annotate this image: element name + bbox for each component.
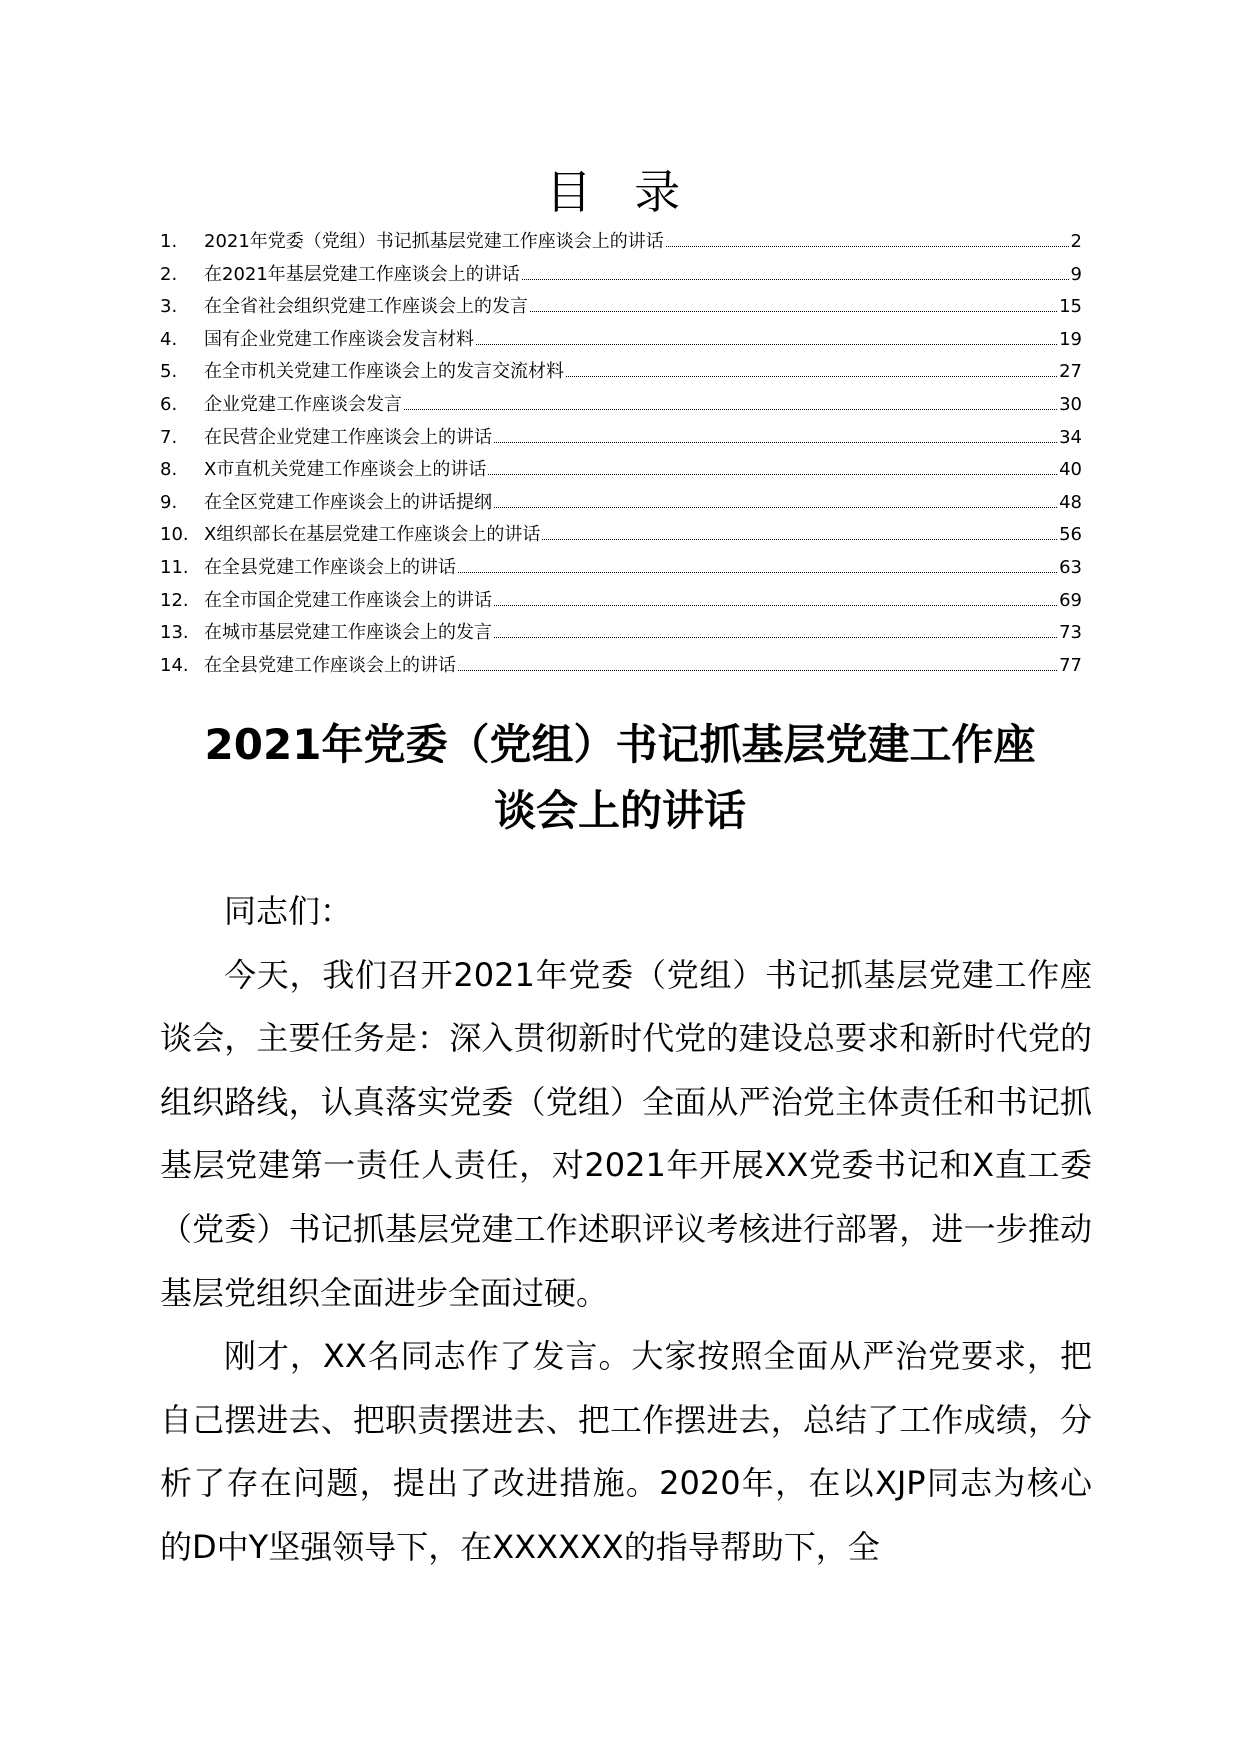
toc-item[interactable]: [160, 552, 1082, 585]
toc-item-title: X组织部长在基层党建工作座谈会上的讲话: [204, 524, 541, 546]
toc-list: [160, 226, 1082, 682]
toc-leader-dots: [522, 279, 1069, 280]
toc-item-page: 27: [1059, 361, 1082, 383]
toc-item-number: 11.: [160, 556, 189, 578]
toc-item-title: 在全市国企党建工作座谈会上的讲话: [204, 589, 492, 611]
toc-item-number: 3.: [160, 296, 178, 318]
toc-item-page: 56: [1059, 524, 1082, 546]
toc-item-page: 2: [1070, 231, 1082, 252]
toc-leader-dots: [458, 572, 1057, 573]
toc-item[interactable]: [160, 617, 1082, 650]
toc-item[interactable]: [160, 356, 1082, 389]
body-paragraph: 刚才，XX名同志作了发言。大家按照全面从严治党要求，把自己摆进去、把职责摆进去、把工作摆进去，总结了工作成绩，分析了存在问题，提出了改进措施。2020年，在以XJP同志为核心的D中Y坚强领导下，在XXXXXX的指导帮助下，全: [160, 1337, 1092, 1566]
toc-item-page: 9: [1070, 263, 1082, 285]
toc-item-title: 在全市机关党建工作座谈会上的发言交流材料: [204, 361, 564, 383]
toc-item[interactable]: [160, 487, 1082, 520]
toc-item-page: 77: [1059, 654, 1082, 676]
toc-item-number: 5.: [160, 361, 178, 383]
toc-item-page: 15: [1059, 296, 1082, 318]
toc-item-number: 6.: [160, 393, 178, 415]
toc-item-page: 73: [1059, 622, 1082, 644]
article-body: [160, 880, 1092, 1580]
toc-item-number: 13.: [160, 622, 189, 644]
toc-item[interactable]: [160, 291, 1082, 324]
toc-item-title: 在全县党建工作座谈会上的讲话: [204, 556, 456, 578]
toc-item-title: 企业党建工作座谈会发言: [204, 393, 402, 415]
toc-item-title: 2021年党委（党组）书记抓基层党建工作座谈会上的讲话: [204, 231, 664, 252]
toc-item[interactable]: [160, 519, 1082, 552]
toc-item-page: 69: [1059, 589, 1082, 611]
toc-item[interactable]: [160, 422, 1082, 455]
toc-item[interactable]: [160, 324, 1082, 357]
toc-item-number: 8.: [160, 459, 178, 481]
article-title-line: 谈会上的讲话: [493, 786, 746, 835]
toc-item[interactable]: [160, 389, 1082, 422]
toc-leader-dots: [476, 344, 1057, 345]
toc-item-page: 48: [1059, 491, 1082, 513]
toc-item-number: 9.: [160, 491, 178, 513]
toc-leader-dots: [494, 637, 1057, 638]
toc-item-page: 30: [1059, 393, 1082, 415]
toc-item[interactable]: [160, 259, 1082, 292]
toc-item-page: 19: [1059, 328, 1082, 350]
toc-leader-dots: [494, 442, 1057, 443]
toc-leader-dots: [666, 246, 1069, 247]
toc-item[interactable]: [160, 454, 1082, 487]
toc-leader-dots: [494, 605, 1057, 606]
toc-leader-dots: [566, 376, 1057, 377]
toc-item-number: 12.: [160, 589, 189, 611]
toc-leader-dots: [530, 311, 1057, 312]
toc-item-page: 40: [1059, 459, 1082, 481]
toc-leader-dots: [494, 507, 1057, 508]
toc-item-number: 4.: [160, 328, 178, 350]
article-title-line: 2021年党委（党组）书记抓基层党建工作座: [204, 720, 1036, 769]
toc-item-title: 国有企业党建工作座谈会发言材料: [204, 328, 474, 350]
toc-item-number: 10.: [160, 524, 189, 546]
toc-item-title: 在2021年基层党建工作座谈会上的讲话: [204, 263, 520, 285]
toc-item-number: 7.: [160, 426, 178, 448]
toc-item-title: 在全省社会组织党建工作座谈会上的发言: [204, 296, 528, 318]
toc-item-title: 在全县党建工作座谈会上的讲话: [204, 654, 456, 676]
toc-item-title: 在民营企业党建工作座谈会上的讲话: [204, 426, 492, 448]
toc-leader-dots: [458, 670, 1057, 671]
article-title: [120, 712, 1120, 844]
toc-item[interactable]: [160, 650, 1082, 683]
toc-title: 目 录: [545, 165, 695, 219]
toc-leader-dots: [542, 539, 1057, 540]
toc-leader-dots: [404, 409, 1057, 410]
toc-item-title: 在全区党建工作座谈会上的讲话提纲: [204, 491, 492, 513]
toc-item-number: 1.: [160, 231, 178, 252]
toc-item[interactable]: [160, 226, 1082, 259]
toc-item-title: 在城市基层党建工作座谈会上的发言: [204, 622, 492, 644]
toc-item-number: 2.: [160, 263, 178, 285]
toc-leader-dots: [488, 474, 1057, 475]
toc-item[interactable]: [160, 585, 1082, 618]
salutation: 同志们：: [224, 892, 353, 930]
toc-item-title: X市直机关党建工作座谈会上的讲话: [204, 459, 487, 481]
body-paragraph: 今天，我们召开2021年党委（党组）书记抓基层党建工作座谈会，主要任务是：深入贯彻新时代党的建设总要求和新时代党的组织路线，认真落实党委（党组）全面从严治党主体责任和书记抓基层党建第一责任人责任，对2021年开展XX党委书记和X直工委（党委）书记抓基层党建工作述职评议考核进行部署，进一步推动基层党组织全面进步全面过硬。: [160, 955, 1092, 1312]
toc-item-page: 63: [1059, 556, 1082, 578]
toc-item-number: 14.: [160, 654, 189, 676]
toc-item-page: 34: [1059, 426, 1082, 448]
